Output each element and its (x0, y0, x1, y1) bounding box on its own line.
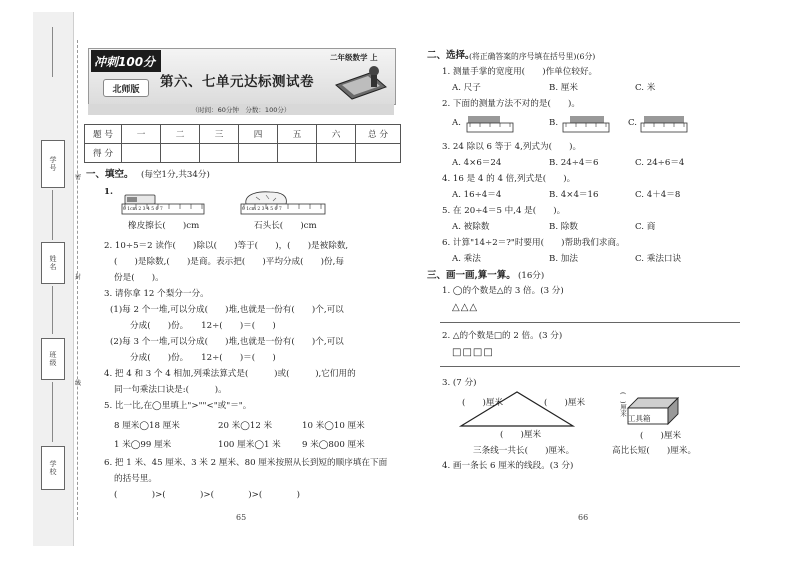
school-label: 学校 (49, 460, 57, 476)
page-number-right: 66 (578, 513, 589, 522)
q3-part2-line2: 分成( )份。 12÷( )＝( ) (130, 353, 276, 363)
choice-option: B. (549, 118, 559, 128)
score-cell[interactable] (278, 144, 317, 163)
triangle-shapes: △△△ (452, 302, 479, 313)
answer-line[interactable] (440, 322, 740, 323)
choice-option: A. 被除数 (452, 222, 490, 232)
score-cell[interactable] (122, 144, 161, 163)
draw-3-stem: 3. (7 分) (442, 378, 477, 388)
school-box (41, 446, 65, 490)
score-cell[interactable] (239, 144, 278, 163)
choice-option: B. 除数 (549, 222, 578, 232)
choice-option: B. 厘米 (549, 83, 578, 93)
choice-option: A. 4×6＝24 (452, 158, 502, 168)
ruler-scale-label: 0 1cm 2 3 4 5 6 7 (242, 207, 282, 212)
q1-caption-stone: 石头长( )cm (254, 221, 317, 231)
score-header-cell: 总 分 (356, 125, 401, 144)
choice-option: B. 加法 (549, 254, 578, 264)
choice-1-stem: 1. 测量手掌的宽度用( )作单位较好。 (442, 67, 598, 77)
toolbox-length: ( )厘米 (640, 431, 682, 441)
score-header-cell: 一 (122, 125, 161, 144)
exam-title: 第六、七单元达标测试卷 (160, 74, 314, 90)
triangle-side-right: ( )厘米 (544, 398, 586, 408)
choice-option: C. 24÷6＝4 (635, 158, 685, 168)
section-1-title: 一、填空。 (86, 169, 134, 180)
choice-option: C. 米 (635, 83, 656, 93)
score-table (84, 124, 401, 163)
score-cell[interactable] (317, 144, 356, 163)
choice-option: A. (452, 118, 461, 128)
choice-option: A. 16÷4＝4 (452, 190, 502, 200)
draw-4-stem: 4. 画一条长 6 厘米的线段。(3 分) (442, 461, 574, 471)
toolbox-height: ( )厘米 (619, 392, 627, 417)
choice-option: C. 4＋4＝8 (635, 190, 681, 200)
compare-item: 9 米◯800 厘米 (302, 440, 365, 450)
q4-line-1: 4. 把 4 和 3 个 4 相加,列乘法算式是( )或( ),它们用的 (104, 369, 356, 379)
q6-line-1: 6. 把 1 米、45 厘米、3 米 2 厘米、80 厘米按照从长到短的顺序填在下面 (104, 458, 388, 468)
draw-1-stem: 1. ◯的个数是△的 3 倍。(3 分) (442, 286, 564, 296)
choice-6-stem: 6. 计算"14÷2＝?"时要用( )帮助我们求商。 (442, 238, 625, 248)
choice-option: A. 乘法 (452, 254, 481, 264)
q6-line-2: 的括号里。 (114, 474, 157, 484)
compare-item: 100 厘米◯1 米 (218, 440, 281, 450)
score-header-cell: 题 号 (85, 125, 122, 144)
choice-option: C. 商 (635, 222, 656, 232)
q1-caption-eraser: 橡皮擦长( )cm (128, 221, 200, 231)
q3-part1-line1: (1)每 2 个一堆,可以分成( )堆,也就是一份有( )个,可以 (110, 305, 344, 315)
score-header-cell: 六 (317, 125, 356, 144)
compare-item: 1 米◯99 厘米 (114, 440, 172, 450)
choice-3-stem: 3. 24 除以 6 等于 4,列式为( )。 (442, 142, 582, 152)
section-1-note: (每空1分,共34分) (141, 170, 210, 180)
choice-option: B. 24÷4＝6 (549, 158, 599, 168)
edition-badge: 北师版 (103, 79, 149, 97)
seal-marker: 封 (75, 274, 82, 281)
section-2-title: 二、选择。 (427, 50, 475, 61)
choice-option: C. 乘法口诀 (635, 254, 682, 264)
triangle-side-left: ( )厘米 (462, 398, 504, 408)
ruler-scale-label: 0 1cm 2 3 4 5 6 7 (123, 207, 163, 212)
choice-5-stem: 5. 在 20÷4＝5 中,4 是( )。 (442, 206, 566, 216)
toolbox-label: 工具箱 (628, 414, 651, 423)
choice-4-stem: 4. 16 是 4 的 4 倍,列式是( )。 (442, 174, 576, 184)
choice-option: C. (628, 118, 638, 128)
margin-rule (52, 190, 53, 240)
score-header-row (85, 125, 401, 144)
measure-method-c (640, 114, 690, 134)
compare-item: 10 米◯10 厘米 (302, 421, 365, 431)
seal-marker: 线 (75, 380, 82, 387)
measure-method-a (466, 114, 516, 134)
seal-marker: 密 (75, 174, 82, 181)
triangle-side-base: ( )厘米 (500, 430, 542, 440)
triangle-caption: 三条线一共长( )厘米。 (473, 446, 575, 456)
score-row-label: 得 分 (85, 144, 122, 163)
q3-stem: 3. 请你拿 12 个梨分一分。 (104, 289, 209, 299)
score-cell[interactable] (161, 144, 200, 163)
student-number-box (41, 140, 65, 188)
page-number-left: 65 (236, 513, 247, 522)
score-header-cell: 二 (161, 125, 200, 144)
score-header-cell: 五 (278, 125, 317, 144)
q4-line-2: 同一句乘法口诀是:( )。 (114, 385, 227, 395)
q6-order-blanks: ( )>( )>( )>( ) (114, 490, 300, 500)
q5-stem: 5. 比一比,在◯里填上">""<"或"＝"。 (104, 401, 252, 411)
student-number-label: 学号 (49, 156, 57, 172)
choice-option: B. 4×4＝16 (549, 190, 599, 200)
score-value-row (85, 144, 401, 163)
time-score-info: （时间：60分钟 分数：100分） (88, 104, 394, 115)
score-header-cell: 三 (200, 125, 239, 144)
score-header-cell: 四 (239, 125, 278, 144)
draw-2-stem: 2. △的个数是□的 2 倍。(3 分) (442, 331, 563, 341)
answer-line[interactable] (440, 366, 740, 367)
margin-rule (52, 382, 53, 442)
measure-method-b (562, 114, 612, 134)
section-2-note: (将正确答案的序号填在括号里)(6分) (469, 52, 596, 61)
compare-item: 8 厘米◯18 厘米 (114, 421, 180, 431)
name-box (41, 242, 65, 284)
q3-part1-line2: 分成( )份。 12÷( )＝( ) (130, 321, 276, 331)
choice-2-stem: 2. 下面的测量方法不对的是( )。 (442, 99, 580, 109)
margin-rule (52, 27, 53, 77)
name-label: 姓名 (49, 255, 57, 271)
choice-option: A. 尺子 (452, 83, 481, 93)
q2-line-3: 份是( )。 (114, 273, 164, 283)
triangle-figure (455, 388, 580, 432)
score-cell[interactable] (356, 144, 401, 163)
tablet-illustration (330, 63, 390, 101)
q1-number: 1. (104, 187, 113, 197)
compare-item: 20 米◯12 米 (218, 421, 273, 431)
q3-part2-line1: (2)每 3 个一堆,可以分成( )堆,也就是一份有( )个,可以 (110, 337, 344, 347)
square-shapes: □□□□ (452, 347, 494, 358)
score-cell[interactable] (200, 144, 239, 163)
q2-line-2: ( )是除数,( )是商。表示把( )平均分成( )份,每 (114, 257, 344, 267)
grade-label: 二年级数学 上 (330, 53, 378, 62)
section-3-title: 三、画一画,算一算。 (427, 270, 516, 281)
binding-margin (33, 12, 74, 546)
toolbox-caption: 高比长短( )厘米。 (612, 446, 697, 456)
section-3-note: (16分) (518, 271, 545, 281)
brand-logo: 冲刺100分 (91, 50, 161, 72)
class-box (41, 338, 65, 380)
q2-line-1: 2. 10÷5＝2 读作( )除以( )等于( )，( )是被除数, (104, 241, 349, 251)
margin-rule (52, 286, 53, 334)
class-label: 班级 (49, 351, 57, 367)
